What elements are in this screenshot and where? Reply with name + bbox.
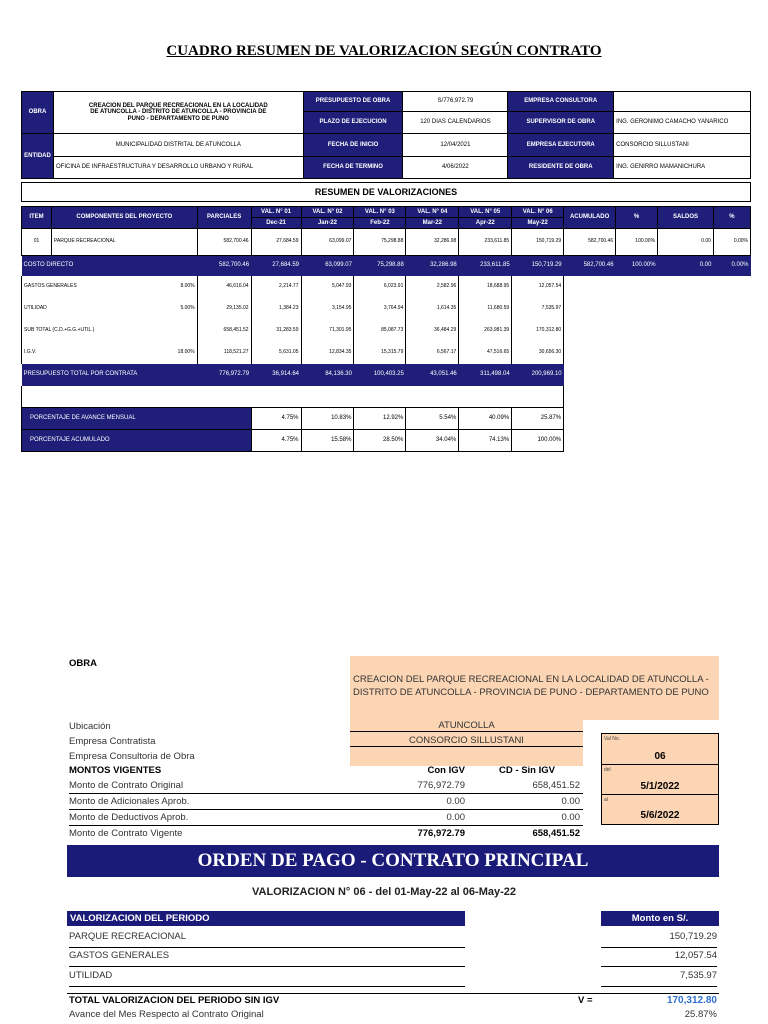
periodo-item-label: PARQUE RECREACIONAL [69,931,465,948]
row1-acumulado: 582,700.46 [564,229,616,256]
costo-saldos: 0.00 [699,262,712,269]
ejecutora-label: EMPRESA EJECUTORA [508,134,614,157]
hdr-val-6: VAL. N° 06 [512,207,564,218]
periodo-item-label: UTILIDAD [69,970,465,987]
igv-v2: 12,834.35 [301,342,354,364]
supervisor-value: ING. GERONIMO CAMACHO YANARICO [614,112,751,134]
igv-v1: 5,631.05 [251,342,301,364]
orden-banner: ORDEN DE PAGO - CONTRATO PRINCIPAL [67,845,719,877]
gastos-pct: 8.00% [180,282,195,289]
utilidad-v6: 7,535.97 [512,298,564,320]
avance-mensual-v3: 12.92% [354,408,406,430]
utilidad-pct: 5.00% [180,304,195,311]
monto-sin: 658,451.52 [532,780,580,791]
orden-obra-text: CREACION DEL PARQUE RECREACIONAL EN LA LOCALIDAD DE ATUNCOLLA - DISTRITO DE ATUNCOLLA - PROVINCIA DE PUNO - DEPARTAMENTO DE PUNO [350,656,719,720]
ubicacion-value: ATUNCOLLA [350,720,583,732]
row1-v4: 32,286.98 [406,229,459,256]
costo-parciales: 582,700.46 [219,262,250,269]
igv-v6: 30,656.30 [512,342,564,364]
row1-parciales: 582,700.46 [197,229,251,256]
gastos-parciales: 46,616.04 [197,276,251,298]
costo-v6: 150,719.29 [531,262,562,269]
ejecutora-value: CONSORCIO SILLUSTANI [614,134,751,157]
total-v6: 200,969.10 [531,371,562,378]
gastos-v3: 6,023.91 [354,276,406,298]
consultora-value [614,92,751,112]
monto-row [69,810,583,826]
total-periodo-label: TOTAL VALORIZACION DEL PERIODO SIN IGV [69,995,280,1006]
row1-v1: 27,684.59 [251,229,301,256]
v-label: V = [578,995,593,1006]
utilidad-label: UTILIDAD [22,298,168,320]
con-igv-header: Con IGV [427,765,465,776]
avance-mes-value: 25.87% [684,1009,717,1020]
subtotal-v5: 263,981.39 [459,320,512,342]
costo-v3: 75,298.88 [377,262,404,269]
val-no-box [601,733,719,765]
avance-mensual-v5: 40.09% [459,408,512,430]
hdr-month-5: Apr-22 [459,218,512,229]
hdr-month-4: Mar-22 [406,218,459,229]
igv-v3: 15,315.79 [354,342,406,364]
subtotal-parciales: 658,451.52 [197,320,251,342]
hdr-parciales: PARCIALES [197,207,251,229]
del-box [601,765,719,795]
del-value: 5/1/2022 [640,781,680,792]
row1-v5: 233,611.85 [459,229,512,256]
hdr-month-1: Dec-21 [251,218,301,229]
igv-pct: 18.00% [177,348,195,355]
total-v3: 100,403.25 [373,371,404,378]
total-divider [67,993,719,994]
costo-directo-row [22,256,751,276]
hdr-month-3: Feb-22 [354,218,406,229]
avance-mensual-label: PORCENTAJE DE AVANCE MENSUAL [22,408,252,430]
entidad-label: ENTIDAD [22,134,54,179]
costo-pct: 100.00% [631,262,656,269]
hdr-saldos: SALDOS [658,207,714,229]
termino-value: 4/06/2022 [403,157,508,179]
avance-acum-v4: 34.04% [406,430,459,452]
utilidad-parciales: 29,135.02 [197,298,251,320]
avance-mensual-v6: 25.87% [512,408,564,430]
info-table [21,91,751,179]
row1-item: 01 [22,229,52,256]
igv-v5: 47,516.65 [459,342,512,364]
sin-igv-header: CD - Sin IGV [499,765,555,776]
monto-con: 0.00 [446,796,465,807]
subtotal-v1: 31,283.59 [251,320,301,342]
monto-con: 0.00 [446,812,465,823]
val-no-label: Val No. [604,736,621,742]
al-value: 5/6/2022 [640,810,680,821]
avance-mensual-v4: 5.54% [406,408,459,430]
contratista-value: CONSORCIO SILLUSTANI [350,735,583,747]
periodo-item-value: 12,057.54 [601,950,717,967]
utilidad-v4: 1,614.35 [406,298,459,320]
montos-list [69,778,583,841]
monto-con: 776,972.79 [417,780,465,791]
table-row [22,229,751,256]
plazo-label: PLAZO DE EJECUCION [303,112,403,134]
al-box [601,795,719,825]
obra-text: CREACION DEL PARQUE RECREACIONAL EN LA LOCALIDAD DE ATUNCOLLA - DISTRITO DE ATUNCOLLA - PROVINCIA DE PUNO - DEPARTAMENTO DE PUNO [53,92,303,134]
entidad-2: OFICINA DE INFRAESTRUCTURA Y DESARROLLO URBANO Y RURAL [53,157,303,179]
subtotal-v4: 36,484.29 [406,320,459,342]
inicio-label: FECHA DE INICIO [303,134,403,157]
hdr-val-3: VAL. N° 03 [354,207,406,218]
del-label: del [604,767,611,773]
entidad-1: MUNICIPALIDAD DISTRITAL DE ATUNCOLLA [53,134,303,157]
costo-v2: 63,099.07 [325,262,352,269]
subtotal-v3: 85,087.73 [354,320,406,342]
costo-v1: 27,684.59 [272,262,299,269]
val-no-value: 06 [654,751,666,762]
gastos-v6: 12,057.54 [512,276,564,298]
orden-subtitle: VALORIZACION N° 06 - del 01-May-22 al 06-May-22 [252,886,516,898]
avance-acum-v6: 100.00% [512,430,564,452]
periodo-item-label: GASTOS GENERALES [69,950,465,967]
monto-label: Monto de Adicionales Aprob. [69,796,190,807]
hdr-val-2: VAL. N° 02 [301,207,354,218]
utilidad-v3: 3,764.94 [354,298,406,320]
vigente-label: Monto de Contrato Vigente [69,828,183,839]
periodo-item-value: 150,719.29 [601,931,717,948]
resumen-title: RESUMEN DE VALORIZACIONES [21,182,751,202]
hdr-val-5: VAL. N° 05 [459,207,512,218]
row1-v6: 150,719.29 [512,229,564,256]
avance-acum-v2: 15.58% [301,430,354,452]
monto-label: Monto de Deductivos Aprob. [69,812,189,823]
gastos-v1: 2,214.77 [251,276,301,298]
costo-acumulado: 582,700.46 [583,262,614,269]
monto-header: Monto en S/. [601,911,719,926]
hdr-month-2: Jan-22 [301,218,354,229]
total-parciales: 776,972.79 [219,371,250,378]
vigente-sin: 658,451.52 [532,828,580,839]
subtotal-label: SUB TOTAL (C.D.+G.G.+UTIL.) [22,320,198,342]
monto-sin: 0.00 [561,796,580,807]
row1-v3: 75,298.88 [354,229,406,256]
inicio-value: 12/04/2021 [403,134,508,157]
periodo-header: VALORIZACION DEL PERIODO [67,911,465,926]
plazo-value: 120 DIAS CALENDARIOS [403,112,508,134]
row1-comp: PARQUE RECREACIONAL [51,229,197,256]
igv-parciales: 118,521.27 [197,342,251,364]
montos-label: MONTOS VIGENTES [69,765,162,776]
avance-acum-v1: 4.75% [251,430,301,452]
periodo-item-value: 7,535.97 [601,970,717,987]
total-v5: 311,498.04 [480,371,510,378]
al-label: al [604,797,608,803]
hdr-val-4: VAL. N° 04 [406,207,459,218]
table-row [22,408,751,430]
monto-row [69,778,583,794]
table-row [22,320,751,342]
avance-mensual-v1: 4.75% [251,408,301,430]
utilidad-v1: 1,384.23 [251,298,301,320]
residente-value: ING. GENIRRO MAMANICHURA [614,157,751,179]
termino-label: FECHA DE TERMINO [303,157,403,179]
costo-v5: 233,611.85 [480,262,510,269]
table-row [22,298,751,320]
costo-pct2: 0.00% [731,262,749,269]
total-v1: 36,914.64 [272,371,299,378]
consultora-label: EMPRESA CONSULTORA [508,92,614,112]
hdr-components: COMPONENTES DEL PROYECTO [51,207,197,229]
total-v4: 43,051.46 [430,371,457,378]
total-label: PRESUPUESTO TOTAL POR CONTRATA [23,371,138,378]
utilidad-v2: 3,154.95 [301,298,354,320]
orden-obra-label: OBRA [69,658,97,669]
gastos-v5: 18,688.95 [459,276,512,298]
avance-mes-label: Avance del Mes Respecto al Contrato Original [69,1009,264,1020]
table-row [22,342,751,364]
hdr-item: ITEM [22,207,52,229]
presupuesto-label: PRESUPUESTO DE OBRA [303,92,403,112]
subtotal-v6: 170,312.80 [512,320,564,342]
gastos-label: GASTOS GENERALES [22,276,168,298]
gastos-v4: 2,582.96 [406,276,459,298]
hdr-pct: % [616,207,658,229]
vigente-con: 776,972.79 [417,828,465,839]
residente-label: RESIDENTE DE OBRA [508,157,614,179]
costo-v4: 32,286.98 [430,262,457,269]
total-v2: 84,136.30 [325,371,352,378]
hdr-acumulado: ACUMULADO [564,207,616,229]
igv-label: I.G.V. [22,342,168,364]
supervisor-label: SUPERVISOR DE OBRA [508,112,614,134]
row1-pct2: 0.00% [713,229,750,256]
avance-acum-v5: 74.13% [459,430,512,452]
monto-row [69,794,583,810]
table-row [22,276,751,298]
consultoria-label: Empresa Consultoria de Obra [69,751,195,762]
avance-mensual-v2: 10.83% [301,408,354,430]
row1-pct: 100.00% [616,229,658,256]
row1-v2: 63,099.07 [301,229,354,256]
total-row [22,364,751,386]
monto-label: Monto de Contrato Original [69,780,184,791]
gastos-v2: 5,047.93 [301,276,354,298]
hdr-month-6: May-22 [512,218,564,229]
subtotal-v2: 71,301.95 [301,320,354,342]
utilidad-v5: 11,680.59 [459,298,512,320]
total-periodo-value: 170,312.80 [666,995,717,1006]
hdr-pct2: % [713,207,750,229]
costo-label: COSTO DIRECTO [23,262,74,269]
contratista-label: Empresa Contratista [69,736,156,747]
presupuesto-value: S/776,972.79 [403,92,508,112]
row1-saldos: 0.00 [658,229,714,256]
table-row [22,430,751,452]
ubicacion-label: Ubicación [69,721,111,732]
igv-v4: 6,567.17 [406,342,459,364]
page-title: CUADRO RESUMEN DE VALORIZACION SEGÚN CONTRATO [166,43,602,59]
resumen-table [21,206,751,452]
avance-acum-v3: 28.50% [354,430,406,452]
monto-sin: 0.00 [561,812,580,823]
avance-acum-label: PORCENTAJE ACUMULADO [22,430,252,452]
hdr-val-1: VAL. N° 01 [251,207,301,218]
monto-vigente-row [69,826,583,841]
obra-label: OBRA [22,92,54,134]
